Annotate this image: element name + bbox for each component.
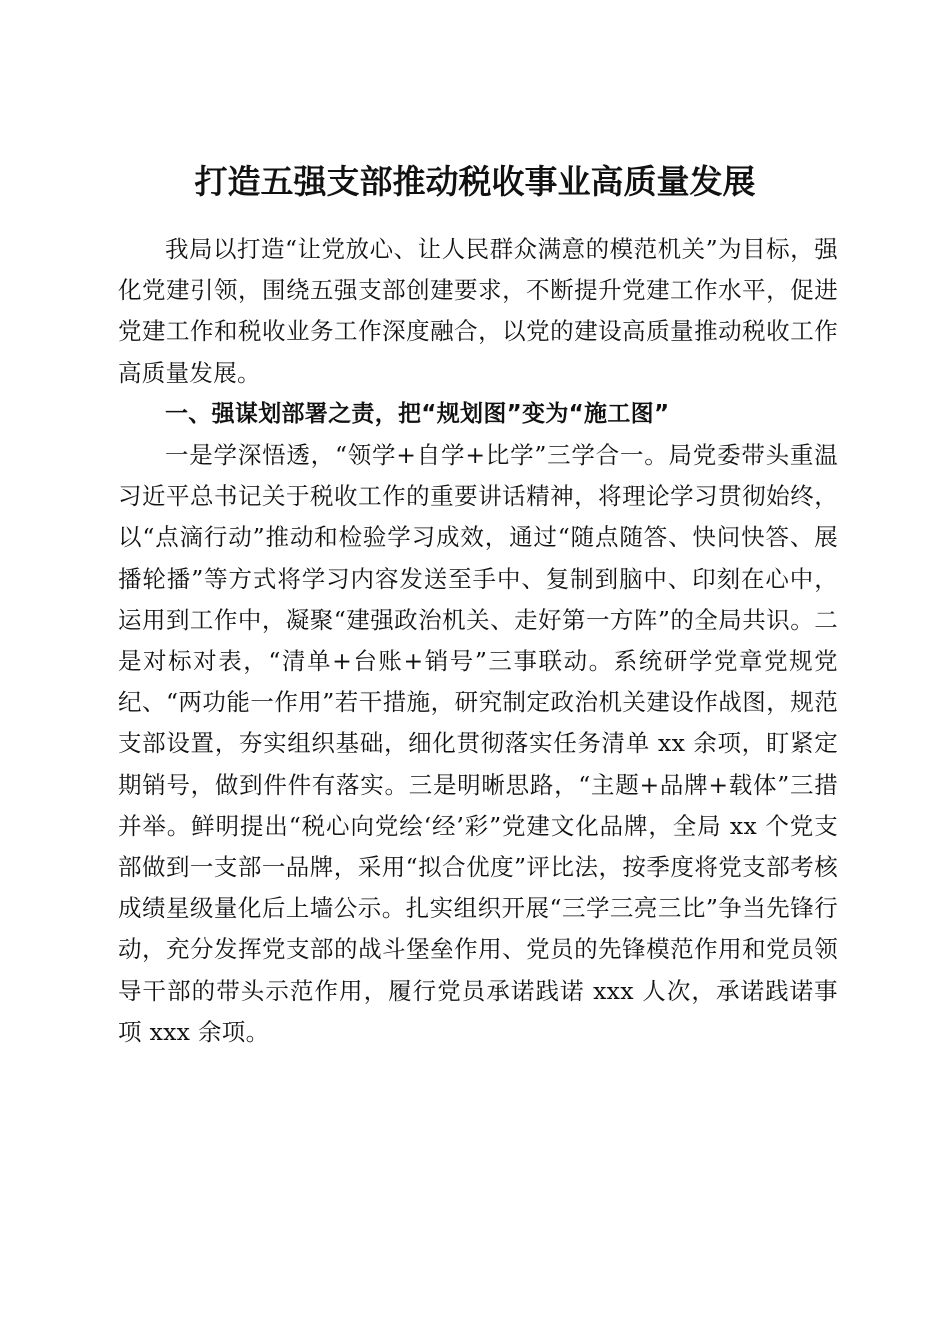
section-paragraph: 一是学深悟透，“领学+自学+比学”三学合一。局党委带头重温习近平总书记关于税收工作的重要讲话精神，将理论学习贯彻始终，以“点滴行动”推动和检验学习成效，通过“随点随答、快问快答、展播轮播”等方式将学习内容发送至手中、复制到脑中、印刻在心中，运用到工作中，凝聚“建强政治机关、走好第一方阵”的全局共识。二是对标对表，“清单+台账+销号”三事联动。系统研学党章党规党纪、“两功能一作用”若干措施，研究制定政治机关建设作战图，规范支部设置，夯实组织基础，细化贯彻落实任务清单 xx 余项，盯紧定期销号，做到件件有落实。三是明晰思路，“主题+品牌+载体”三措并举。鲜明提出“税心向党绘‘经’彩”党建文化品牌，全局 xx 个党支部做到一支部一品牌，采用“拟合优度”评比法，按季度将党支部考核成绩星级量化后上墙公示。扎实组织开展“三学三亮三比”争当先锋行动，充分发挥党支部的战斗堡垒作用、党员的先锋模范作用和党员领导干部的带头示范作用，履行党员承诺践诺 xxx 人次，承诺践诺事项 xxx 余项。 <box>118 441 838 1046</box>
section-heading: 一、强谋划部署之责，把“规划图”变为“施工图” <box>165 400 670 427</box>
document-body <box>118 229 838 1053</box>
intro-paragraph: 我局以打造“让党放心、让人民群众满意的模范机关”为目标，强化党建引领，围绕五强支部创建要求，不断提升党建工作水平，促进党建工作和税收业务工作深度融合，以党的建设高质量推动税收工作高质量发展。 <box>118 235 838 387</box>
document-title: 打造五强支部推动税收事业高质量发展 <box>194 162 756 202</box>
